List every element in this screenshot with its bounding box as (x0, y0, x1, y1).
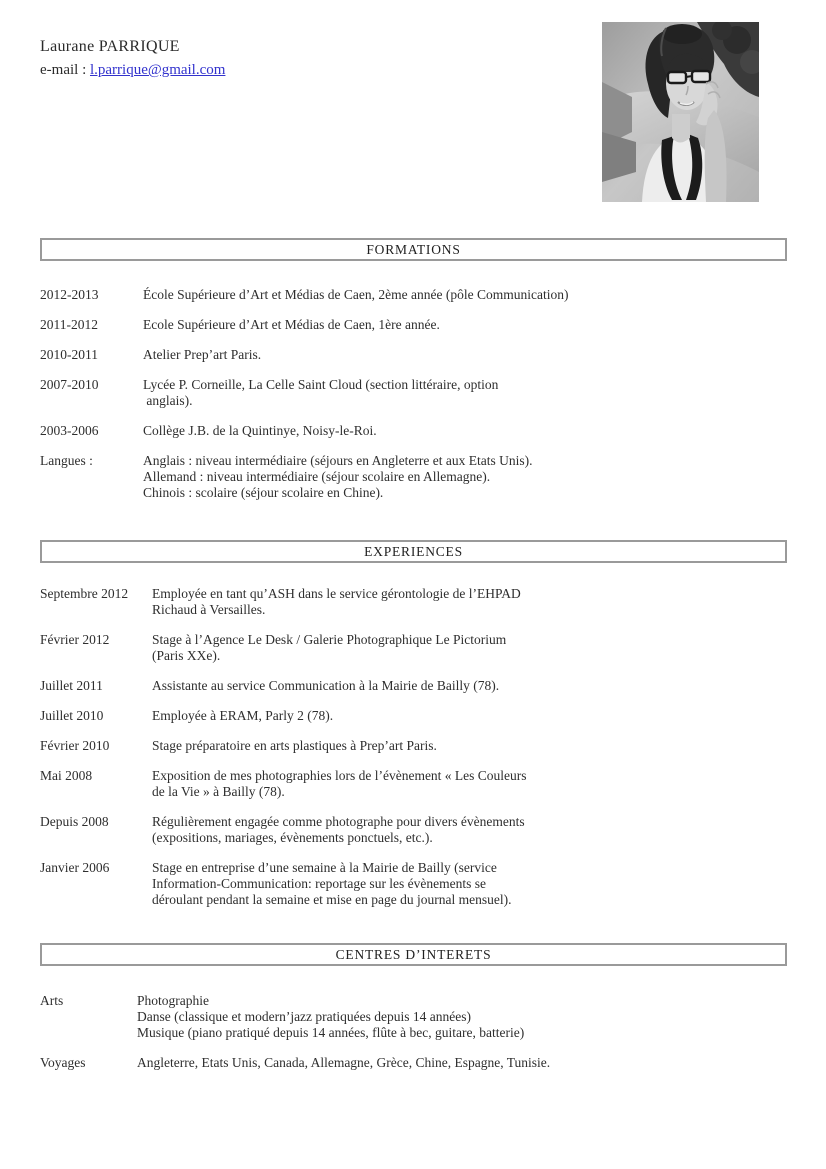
entry-description (152, 814, 787, 846)
entry-description (143, 377, 787, 409)
section-box-formations (40, 238, 787, 261)
entry-line: (Paris XXe). (152, 648, 221, 663)
entry-line: anglais). (143, 393, 193, 408)
entry-description (137, 1055, 787, 1071)
entry-line: Collège J.B. de la Quintinye, Noisy-le-Roi. (143, 423, 377, 438)
email-label: e-mail : (40, 62, 90, 78)
entry-row (40, 347, 787, 363)
entry-row (40, 586, 787, 618)
person-name: Laurane PARRIQUE (40, 38, 180, 55)
entry-line: Musique (piano pratiqué depuis 14 années, flûte à bec, guitare, batterie) (137, 1025, 525, 1040)
entry-date: Février 2010 (40, 738, 110, 753)
entry-row (40, 860, 787, 908)
entry-date: Arts (40, 993, 64, 1008)
entry-date: Janvier 2006 (40, 860, 110, 875)
entry-line: Stage en entreprise d’une semaine à la Mairie de Bailly (service (152, 860, 497, 875)
entry-description (143, 423, 787, 439)
entry-line: Stage à l’Agence Le Desk / Galerie Photographique Le Pictorium (152, 632, 507, 647)
entry-line: déroulant pendant la semaine et mise en page du journal mensuel). (152, 892, 512, 907)
formations-list (40, 287, 787, 515)
entry-description (143, 347, 787, 363)
entry-line: Richaud à Versailles. (152, 602, 266, 617)
section-box-centres-interets (40, 943, 787, 966)
entry-line: Assistante au service Communication à la Mairie de Bailly (78). (152, 678, 500, 693)
entry-line: Information-Communication: reportage sur les évènements se (152, 876, 487, 891)
portrait-photo (602, 22, 759, 202)
entry-line: Employée à ERAM, Parly 2 (78). (152, 708, 334, 723)
entry-line: Employée en tant qu’ASH dans le service gérontologie de l’EHPAD (152, 586, 521, 601)
entry-date: 2012-2013 (40, 287, 99, 302)
entry-date: Février 2012 (40, 632, 110, 647)
entry-line: Régulièrement engagée comme photographe pour divers évènements (152, 814, 525, 829)
entry-line: Anglais : niveau intermédiaire (séjours en Angleterre et aux Etats Unis). (143, 453, 533, 468)
entry-line: Allemand : niveau intermédiaire (séjour scolaire en Allemagne). (143, 469, 491, 484)
entry-row (40, 678, 787, 694)
entry-date: Voyages (40, 1055, 86, 1070)
section-title-centres-interets: CENTRES D’INTERETS (335, 946, 492, 962)
entry-row (40, 317, 787, 333)
entry-description (143, 317, 787, 333)
entry-line: Chinois : scolaire (séjour scolaire en Chine). (143, 485, 384, 500)
entry-date: 2010-2011 (40, 347, 98, 362)
entry-line: Atelier Prep’art Paris. (143, 347, 262, 362)
entry-line: Photographie (137, 993, 209, 1008)
portrait-photo-illustration (602, 22, 759, 202)
entry-row (40, 708, 787, 724)
email-link[interactable]: l.parrique@gmail.com (89, 62, 226, 78)
entry-date: 2011-2012 (40, 317, 98, 332)
entry-row (40, 453, 787, 501)
entry-line: Stage préparatoire en arts plastiques à Prep’art Paris. (152, 738, 437, 753)
entry-description (137, 993, 787, 1041)
entry-row (40, 423, 787, 439)
entry-row (40, 768, 787, 800)
entry-row (40, 632, 787, 664)
experiences-list (40, 586, 787, 922)
entry-date: 2007-2010 (40, 377, 99, 392)
centres-interets-list (40, 993, 787, 1085)
entry-description (152, 632, 787, 664)
entry-line: Danse (classique et modern’jazz pratiquées depuis 14 années) (137, 1009, 471, 1024)
entry-description (152, 860, 787, 908)
entry-date: Septembre 2012 (40, 586, 129, 601)
entry-line: (expositions, mariages, évènements ponctuels, etc.). (152, 830, 433, 845)
entry-line: École Supérieure d’Art et Médias de Caen, 2ème année (pôle Communication) (143, 287, 569, 302)
entry-description (152, 768, 787, 800)
entry-date: Juillet 2010 (40, 708, 104, 723)
section-box-experiences (40, 540, 787, 563)
entry-date: Juillet 2011 (40, 678, 103, 693)
entry-date: Depuis 2008 (40, 814, 109, 829)
section-title-formations: FORMATIONS (366, 241, 461, 257)
entry-line: Lycée P. Corneille, La Celle Saint Cloud (section littéraire, option (143, 377, 499, 392)
entry-description (152, 586, 787, 618)
entry-date: 2003-2006 (40, 423, 99, 438)
entry-date: Mai 2008 (40, 768, 93, 783)
email-line (40, 62, 225, 79)
entry-line: Ecole Supérieure d’Art et Médias de Caen, 1ère année. (143, 317, 440, 332)
entry-row (40, 287, 787, 303)
entry-description (152, 738, 787, 754)
entry-date: Langues : (40, 453, 93, 468)
entry-line: Exposition de mes photographies lors de l’évènement « Les Couleurs (152, 768, 527, 783)
entry-description (143, 453, 787, 501)
entry-row (40, 1055, 787, 1071)
entry-description (152, 708, 787, 724)
entry-row (40, 814, 787, 846)
entry-line: de la Vie » à Bailly (78). (152, 784, 285, 799)
entry-row (40, 993, 787, 1041)
entry-row (40, 377, 787, 409)
entry-row (40, 738, 787, 754)
entry-description (152, 678, 787, 694)
section-title-experiences: EXPERIENCES (364, 543, 463, 559)
entry-line: Angleterre, Etats Unis, Canada, Allemagne, Grèce, Chine, Espagne, Tunisie. (137, 1055, 551, 1070)
entry-description (143, 287, 787, 303)
